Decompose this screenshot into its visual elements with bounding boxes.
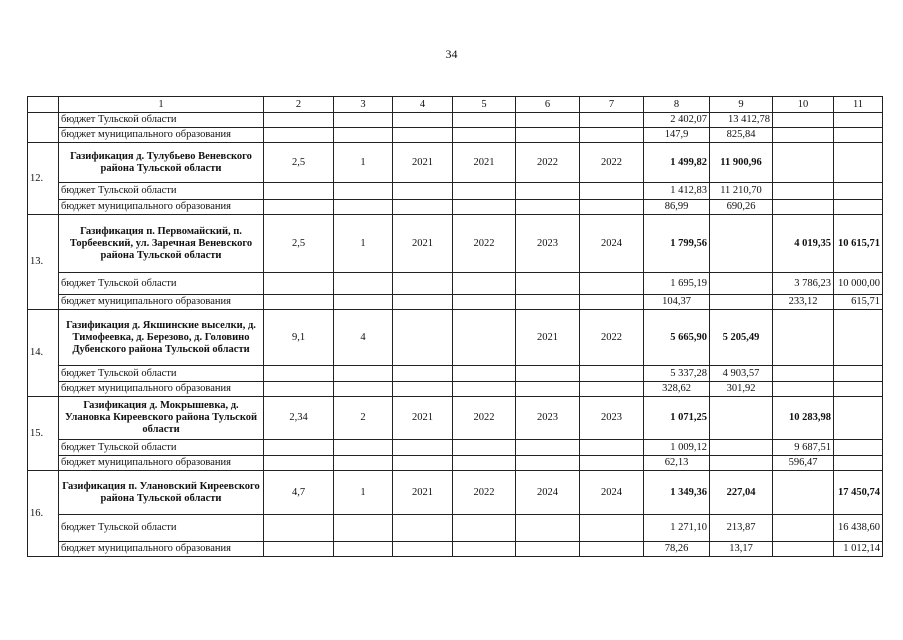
header-row <box>28 97 883 113</box>
empty-cell <box>516 542 580 557</box>
value-cell: 2,5 <box>264 143 334 183</box>
value-cell <box>710 456 773 471</box>
value-cell: 104,37 <box>644 295 710 310</box>
row-label: бюджет Тульской области <box>59 273 264 295</box>
row-label: бюджет Тульской области <box>59 440 264 456</box>
value-cell: 1 271,10 <box>644 515 710 542</box>
value-cell: 1 799,56 <box>644 215 710 273</box>
table-row <box>28 542 883 557</box>
empty-cell <box>264 440 334 456</box>
object-name: Газификация д. Мокрышевка, д. Улановка Киреевского района Тульской области <box>59 397 264 440</box>
value-cell: 2024 <box>516 471 580 515</box>
header-cell: 11 <box>834 97 883 113</box>
empty-cell <box>264 382 334 397</box>
value-cell <box>773 183 834 200</box>
value-cell: 13 412,78 <box>710 113 773 128</box>
value-cell: 4,7 <box>264 471 334 515</box>
empty-cell <box>334 200 393 215</box>
empty-cell <box>516 295 580 310</box>
value-cell <box>710 215 773 273</box>
empty-cell <box>334 440 393 456</box>
empty-cell <box>393 456 453 471</box>
page-number: 34 <box>445 47 458 61</box>
value-cell <box>773 310 834 366</box>
value-cell: 5 337,28 <box>644 366 710 382</box>
object-row <box>28 143 883 183</box>
row-label: бюджет муниципального образования <box>59 295 264 310</box>
value-cell: 16 438,60 <box>834 515 883 542</box>
value-cell: 9,1 <box>264 310 334 366</box>
header-cell: 1 <box>59 97 264 113</box>
value-cell: 2022 <box>580 143 644 183</box>
value-cell <box>834 310 883 366</box>
value-cell: 5 205,49 <box>710 310 773 366</box>
table-row <box>28 200 883 215</box>
header-cell: 9 <box>710 97 773 113</box>
empty-cell <box>334 273 393 295</box>
value-cell <box>834 366 883 382</box>
table-row <box>28 456 883 471</box>
object-name: Газификация д. Тулубьево Веневского района Тульской области <box>59 143 264 183</box>
value-cell: 5 665,90 <box>644 310 710 366</box>
empty-cell <box>453 295 516 310</box>
value-cell <box>710 295 773 310</box>
empty-cell <box>334 382 393 397</box>
object-number: 12. <box>28 143 59 215</box>
object-row <box>28 310 883 366</box>
value-cell: 1 412,83 <box>644 183 710 200</box>
value-cell <box>773 382 834 397</box>
value-cell: 13,17 <box>710 542 773 557</box>
empty-cell <box>516 382 580 397</box>
header-cell: 8 <box>644 97 710 113</box>
value-cell: 2021 <box>453 143 516 183</box>
empty-cell <box>334 366 393 382</box>
value-cell: 328,62 <box>644 382 710 397</box>
value-cell: 2023 <box>516 397 580 440</box>
value-cell: 10 283,98 <box>773 397 834 440</box>
value-cell: 10 615,71 <box>834 215 883 273</box>
empty-cell <box>393 183 453 200</box>
row-label: бюджет Тульской области <box>59 183 264 200</box>
empty-cell <box>393 273 453 295</box>
empty-cell <box>393 366 453 382</box>
empty-cell <box>580 456 644 471</box>
value-cell: 233,12 <box>773 295 834 310</box>
value-cell <box>834 440 883 456</box>
object-number: 16. <box>28 471 59 557</box>
row-label: бюджет муниципального образования <box>59 456 264 471</box>
header-cell: 2 <box>264 97 334 113</box>
row-label: бюджет Тульской области <box>59 113 264 128</box>
empty-cell <box>453 183 516 200</box>
value-cell: 3 786,23 <box>773 273 834 295</box>
empty-cell <box>516 456 580 471</box>
value-cell: 17 450,74 <box>834 471 883 515</box>
object-name: Газификация д. Якшинские выселки, д. Тимофеевка, д. Березово, д. Головино Дубенского района Тульской области <box>59 310 264 366</box>
empty-cell <box>516 273 580 295</box>
empty-cell <box>334 456 393 471</box>
empty-cell <box>516 183 580 200</box>
budget-table <box>27 96 883 557</box>
value-cell: 2021 <box>393 143 453 183</box>
table-row <box>28 183 883 200</box>
value-cell: 2024 <box>580 215 644 273</box>
empty-cell <box>393 200 453 215</box>
value-cell: 2021 <box>516 310 580 366</box>
empty-cell <box>580 542 644 557</box>
empty-cell <box>580 273 644 295</box>
empty-cell <box>393 440 453 456</box>
value-cell: 2022 <box>453 215 516 273</box>
value-cell: 4 019,35 <box>773 215 834 273</box>
empty-cell <box>580 440 644 456</box>
empty-cell <box>580 295 644 310</box>
value-cell: 2023 <box>516 215 580 273</box>
value-cell <box>773 471 834 515</box>
value-cell: 1 695,19 <box>644 273 710 295</box>
empty-cell <box>516 440 580 456</box>
value-cell <box>710 397 773 440</box>
value-cell: 1 012,14 <box>834 542 883 557</box>
header-cell-num <box>28 97 59 113</box>
empty-cell <box>580 183 644 200</box>
row-label: бюджет муниципального образования <box>59 128 264 143</box>
empty-cell <box>453 542 516 557</box>
table-row <box>28 440 883 456</box>
empty-cell <box>453 366 516 382</box>
table-row <box>28 382 883 397</box>
value-cell <box>773 143 834 183</box>
value-cell: 2,5 <box>264 215 334 273</box>
value-cell: 615,71 <box>834 295 883 310</box>
value-cell: 1 <box>334 471 393 515</box>
value-cell: 2023 <box>580 397 644 440</box>
empty-cell <box>393 542 453 557</box>
value-cell <box>453 310 516 366</box>
value-cell: 2022 <box>453 471 516 515</box>
value-cell <box>834 397 883 440</box>
empty-cell <box>264 456 334 471</box>
empty-cell <box>516 366 580 382</box>
empty-cell <box>264 200 334 215</box>
value-cell: 86,99 <box>644 200 710 215</box>
header-cell: 7 <box>580 97 644 113</box>
value-cell: 2022 <box>580 310 644 366</box>
row-label: бюджет Тульской области <box>59 366 264 382</box>
value-cell: 825,84 <box>710 128 773 143</box>
value-cell: 62,13 <box>644 456 710 471</box>
table-row <box>28 515 883 542</box>
value-cell <box>773 366 834 382</box>
empty-cell <box>264 295 334 310</box>
table-row <box>28 366 883 382</box>
value-cell: 10 000,00 <box>834 273 883 295</box>
empty-cell <box>580 515 644 542</box>
header-cell: 5 <box>453 97 516 113</box>
value-cell: 2021 <box>393 471 453 515</box>
value-cell: 1 499,82 <box>644 143 710 183</box>
value-cell <box>710 273 773 295</box>
value-cell <box>834 143 883 183</box>
value-cell <box>773 200 834 215</box>
value-cell: 1 349,36 <box>644 471 710 515</box>
empty-cell <box>393 515 453 542</box>
empty-cell <box>264 366 334 382</box>
empty-cell <box>264 273 334 295</box>
row-label: бюджет муниципального образования <box>59 382 264 397</box>
value-cell: 2,34 <box>264 397 334 440</box>
empty-cell <box>393 295 453 310</box>
table-row <box>28 295 883 310</box>
value-cell: 1 009,12 <box>644 440 710 456</box>
empty-cell <box>453 456 516 471</box>
value-cell: 11 900,96 <box>710 143 773 183</box>
table-row <box>28 113 883 128</box>
empty-cell <box>453 515 516 542</box>
empty-cell <box>453 382 516 397</box>
header-cell: 3 <box>334 97 393 113</box>
table-row <box>28 128 883 143</box>
row-label: бюджет муниципального образования <box>59 200 264 215</box>
value-cell: 78,26 <box>644 542 710 557</box>
value-cell: 227,04 <box>710 471 773 515</box>
value-cell: 1 <box>334 215 393 273</box>
value-cell <box>834 456 883 471</box>
value-cell: 596,47 <box>773 456 834 471</box>
table-row <box>28 273 883 295</box>
value-cell: 690,26 <box>710 200 773 215</box>
empty-cell <box>393 382 453 397</box>
object-number: 13. <box>28 215 59 310</box>
empty-cell <box>453 440 516 456</box>
empty-cell <box>580 382 644 397</box>
value-cell: 1 071,25 <box>644 397 710 440</box>
object-number: 15. <box>28 397 59 471</box>
object-row <box>28 471 883 515</box>
value-cell <box>834 200 883 215</box>
value-cell: 2024 <box>580 471 644 515</box>
value-cell: 11 210,70 <box>710 183 773 200</box>
empty-cell <box>516 200 580 215</box>
empty-cell <box>334 295 393 310</box>
empty-cell <box>453 200 516 215</box>
value-cell: 1 <box>334 143 393 183</box>
empty-cell <box>334 183 393 200</box>
value-cell: 301,92 <box>710 382 773 397</box>
empty-cell <box>264 183 334 200</box>
value-cell: 4 <box>334 310 393 366</box>
value-cell <box>710 440 773 456</box>
object-row <box>28 215 883 273</box>
value-cell <box>393 310 453 366</box>
object-name: Газификация п. Улановский Киреевского района Тульской области <box>59 471 264 515</box>
object-number: 14. <box>28 310 59 397</box>
value-cell: 4 903,57 <box>710 366 773 382</box>
empty-cell <box>580 366 644 382</box>
empty-cell <box>334 542 393 557</box>
value-cell: 147,9 <box>644 128 710 143</box>
value-cell: 2021 <box>393 397 453 440</box>
object-name: Газификация п. Первомайский, п. Торбеевский, ул. Заречная Веневского района Тульской области <box>59 215 264 273</box>
value-cell <box>773 542 834 557</box>
num-cell <box>28 113 59 143</box>
value-cell: 2021 <box>393 215 453 273</box>
empty-cell <box>264 515 334 542</box>
object-row <box>28 397 883 440</box>
value-cell: 2022 <box>516 143 580 183</box>
empty-cell <box>516 515 580 542</box>
empty-cell <box>453 273 516 295</box>
value-cell: 2 402,07 <box>644 113 710 128</box>
value-cell: 2022 <box>453 397 516 440</box>
header-cell: 6 <box>516 97 580 113</box>
value-cell <box>834 382 883 397</box>
value-cell: 9 687,51 <box>773 440 834 456</box>
empty-cell <box>580 200 644 215</box>
row-label: бюджет муниципального образования <box>59 542 264 557</box>
header-cell: 4 <box>393 97 453 113</box>
empty-cell <box>334 515 393 542</box>
value-cell <box>834 183 883 200</box>
header-cell: 10 <box>773 97 834 113</box>
empty-cell <box>264 542 334 557</box>
value-cell: 2 <box>334 397 393 440</box>
value-cell <box>773 515 834 542</box>
row-label: бюджет Тульской области <box>59 515 264 542</box>
value-cell: 213,87 <box>710 515 773 542</box>
